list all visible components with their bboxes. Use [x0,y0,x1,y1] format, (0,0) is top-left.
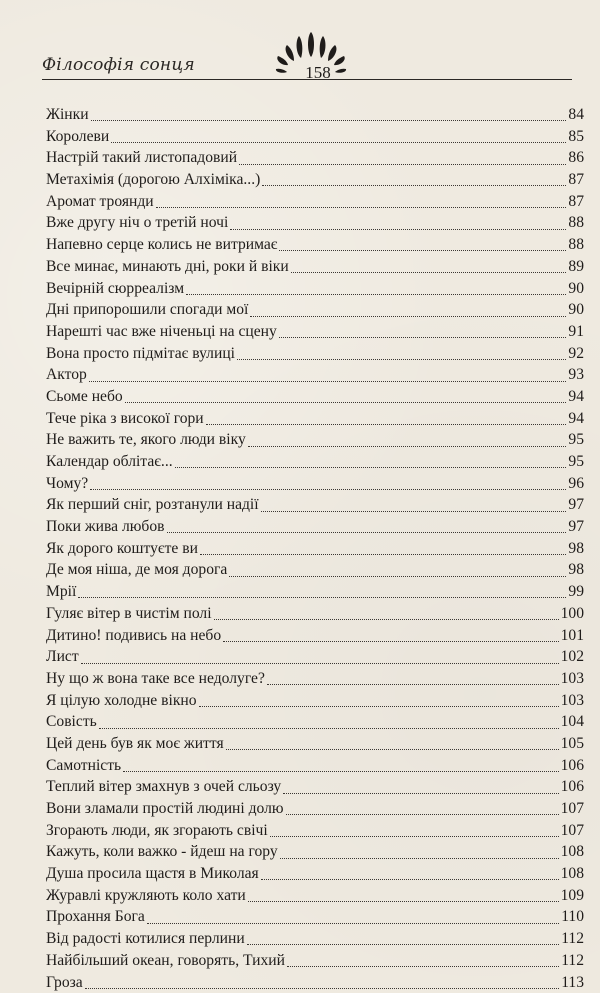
running-title: Філософія сонця [42,55,195,75]
toc-entry-page: 112 [561,950,584,972]
toc-entry-title: Вже другу ніч о третій ночі [46,212,228,234]
toc-entry [46,690,584,712]
toc-entry-title: Все минає, минають дні, роки й віки [46,256,289,278]
toc-entry-page: 95 [568,429,584,451]
dot-leader [226,749,559,750]
toc-entry-page: 88 [568,234,584,256]
toc-entry-title: Не важить те, якого люди віку [46,429,246,451]
dot-leader [279,337,567,338]
toc-entry [46,256,584,278]
toc-entry [46,126,584,148]
toc-entry-title: Тече ріка з високої гори [46,408,204,430]
toc-entry-page: 94 [568,408,584,430]
toc-entry [46,906,584,928]
dot-leader [223,641,558,642]
toc-entry-page: 98 [568,538,584,560]
toc-entry-page: 99 [568,581,584,603]
toc-entry-title: Лист [46,646,79,668]
toc-entry-title: Душа просила щастя в Миколая [46,863,259,885]
dot-leader [239,164,566,165]
toc-entry [46,429,584,451]
toc-entry [46,147,584,169]
table-of-contents [46,104,584,993]
toc-entry-title: Вечірній сюрреалізм [46,278,184,300]
toc-entry-page: 104 [561,711,584,733]
toc-entry-title: Чому? [46,473,88,495]
dot-leader [230,229,566,230]
toc-entry-page: 97 [568,494,584,516]
toc-entry [46,473,584,495]
toc-entry-title: Гуляє вітер в чистім полі [46,603,212,625]
toc-entry-page: 108 [561,841,584,863]
toc-entry-page: 87 [568,169,584,191]
toc-entry-title: Теплий вітер змахнув з очей сльозу [46,776,281,798]
dot-leader [247,944,559,945]
toc-entry-title: Як дорого коштуєте ви [46,538,198,560]
toc-entry [46,212,584,234]
toc-entry [46,885,584,907]
toc-entry [46,711,584,733]
toc-entry [46,950,584,972]
toc-entry [46,559,584,581]
toc-entry-page: 84 [568,104,584,126]
toc-entry [46,755,584,777]
toc-entry-title: Журавлі кружляють коло хати [46,885,246,907]
toc-entry [46,104,584,126]
dot-leader [279,250,566,251]
toc-entry-page: 86 [568,147,584,169]
toc-entry-title: Прохання Бога [46,906,145,928]
toc-entry [46,646,584,668]
toc-entry-page: 87 [568,191,584,213]
toc-entry-title: Кажуть, коли важко - йдеш на гору [46,841,278,863]
toc-entry-page: 95 [568,451,584,473]
toc-entry-page: 106 [561,755,584,777]
toc-entry-title: Згорають люди, як згорають свічі [46,820,268,842]
dot-leader [262,185,566,186]
toc-entry-page: 97 [568,516,584,538]
toc-entry-page: 92 [568,343,584,365]
toc-entry-page: 101 [561,625,584,647]
toc-entry [46,451,584,473]
toc-entry-page: 107 [561,798,584,820]
dot-leader [229,576,566,577]
toc-entry [46,581,584,603]
toc-entry-title: Метахімія (дорогою Алхіміка...) [46,169,260,191]
toc-entry [46,776,584,798]
toc-entry-title: Напевно серце колись не витримає [46,234,277,256]
dot-leader [200,554,566,555]
toc-entry-page: 102 [561,646,584,668]
toc-entry-page: 108 [561,863,584,885]
toc-entry-page: 113 [561,972,584,993]
dot-leader [85,988,559,989]
dot-leader [206,424,567,425]
toc-entry-title: Найбільший океан, говорять, Тихий [46,950,285,972]
toc-entry [46,234,584,256]
dot-leader [287,966,559,967]
toc-entry-page: 90 [568,299,584,321]
toc-entry-page: 112 [561,928,584,950]
dot-leader [156,207,567,208]
page-header [0,0,600,100]
toc-entry-page: 110 [561,906,584,928]
dot-leader [90,489,566,490]
toc-entry-title: Самотність [46,755,121,777]
toc-entry-page: 109 [561,885,584,907]
toc-entry-title: Совість [46,711,97,733]
toc-entry [46,820,584,842]
toc-entry [46,343,584,365]
toc-entry [46,798,584,820]
dot-leader [81,663,559,664]
toc-entry [46,625,584,647]
dot-leader [261,511,567,512]
toc-entry-title: Дні припорошили спогади мої [46,299,248,321]
toc-entry [46,516,584,538]
toc-entry-page: 91 [568,321,584,343]
toc-entry [46,321,584,343]
toc-entry-title: Настрій такий листопадовий [46,147,237,169]
dot-leader [283,793,558,794]
toc-entry [46,494,584,516]
toc-entry-page: 107 [561,820,584,842]
toc-entry-title: Де моя ніша, де моя дорога [46,559,227,581]
toc-entry-title: Цей день був як моє життя [46,733,224,755]
toc-entry [46,538,584,560]
header-rule [42,79,572,80]
toc-entry-title: Аромат троянди [46,191,154,213]
toc-entry-title: Королеви [46,126,109,148]
toc-entry-title: Поки жива любов [46,516,165,538]
dot-leader [167,532,567,533]
toc-entry-title: Актор [46,364,87,386]
toc-entry-page: 96 [568,473,584,495]
toc-entry-title: Календар облітає... [46,451,173,473]
toc-entry-title: Від радості котилися перлини [46,928,245,950]
toc-entry-title: Сьоме небо [46,386,123,408]
toc-entry-page: 98 [568,559,584,581]
dot-leader [123,771,558,772]
toc-entry [46,364,584,386]
toc-entry [46,299,584,321]
toc-entry-page: 106 [561,776,584,798]
dot-leader [286,814,559,815]
dot-leader [267,684,559,685]
toc-entry-page: 103 [561,668,584,690]
toc-entry-title: Дитино! подивись на небо [46,625,221,647]
dot-leader [248,901,559,902]
toc-entry [46,169,584,191]
dot-leader [147,923,559,924]
page-number: 158 [298,63,338,83]
toc-entry-page: 88 [568,212,584,234]
toc-entry-page: 93 [568,364,584,386]
toc-entry-title: Ну що ж вона таке все недолуге? [46,668,265,690]
toc-entry-page: 105 [561,733,584,755]
toc-entry-title: Нарешті час вже ніченьці на сцену [46,321,277,343]
toc-entry [46,841,584,863]
toc-entry [46,928,584,950]
dot-leader [237,359,566,360]
dot-leader [199,706,559,707]
dot-leader [250,316,566,317]
dot-leader [99,728,559,729]
dot-leader [175,467,567,468]
toc-entry [46,668,584,690]
dot-leader [261,879,559,880]
toc-entry [46,863,584,885]
dot-leader [78,597,566,598]
toc-entry-page: 103 [561,690,584,712]
toc-entry-title: Вони зламали простій людині долю [46,798,284,820]
toc-entry-title: Гроза [46,972,83,993]
dot-leader [111,142,566,143]
dot-leader [214,619,559,620]
toc-entry [46,191,584,213]
toc-entry [46,733,584,755]
dot-leader [280,858,559,859]
toc-entry-title: Я цілую холодне вікно [46,690,197,712]
toc-entry-title: Вона просто підмітає вулиці [46,343,235,365]
dot-leader [270,836,559,837]
toc-entry-page: 85 [568,126,584,148]
toc-entry [46,408,584,430]
toc-entry-page: 94 [568,386,584,408]
toc-entry-title: Мрії [46,581,76,603]
dot-leader [248,446,567,447]
toc-entry [46,386,584,408]
toc-entry-page: 90 [568,278,584,300]
toc-entry-title: Жінки [46,104,89,126]
dot-leader [291,272,567,273]
dot-leader [89,381,567,382]
toc-entry-page: 100 [561,603,584,625]
toc-entry-page: 89 [568,256,584,278]
dot-leader [186,294,566,295]
toc-entry-title: Як перший сніг, розтанули надії [46,494,259,516]
dot-leader [125,402,567,403]
dot-leader [91,120,567,121]
toc-entry [46,603,584,625]
toc-entry [46,278,584,300]
